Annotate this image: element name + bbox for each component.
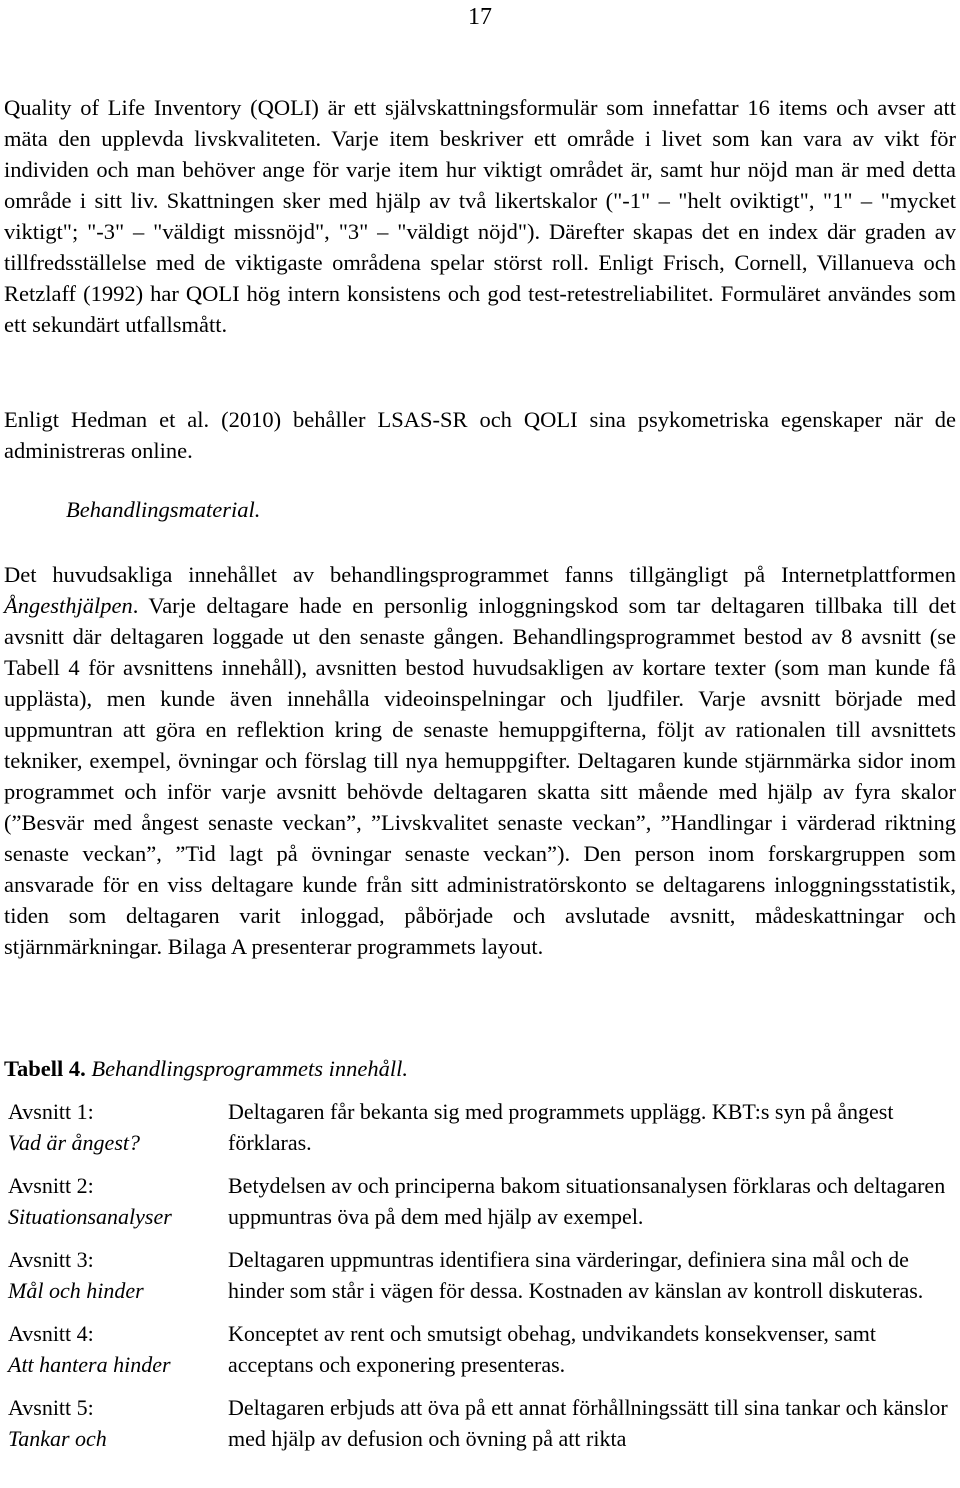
- module-title: Mål och hinder: [8, 1278, 144, 1303]
- module-cell: [8, 1318, 228, 1380]
- module-title: Situationsanalyser: [8, 1204, 172, 1229]
- module-number: Avsnitt 3:: [8, 1247, 94, 1272]
- module-number: Avsnitt 2:: [8, 1173, 94, 1198]
- table-caption: [4, 1053, 408, 1084]
- paragraph-qoli: Quality of Life Inventory (QOLI) är ett självskattningsformulär som innefattar 16 items och avser att mäta den upplevda livskvaliteten. Varje item beskriver ett område i livet som kan vara av vikt för individen och man behöver ange för varje item hur viktigt området är, samt hur nöjd man är med detta område i sitt liv. Skattningen sker med hjälp av två likertskalor ("-1" – "helt oviktigt", "1" – "mycket viktigt"; "-3" – "väldigt missnöjd", "3" – "väldigt nöjd"). Därefter skapas det en index där graden av tillfredsställelse med de viktigaste områdena spelar störst roll. Enligt Frisch, Cornell, Villanueva och Retzlaff (1992) har QOLI hög intern konsistens och god test-retestreliabilitet. Formuläret användes som ett sekundärt utfallsmått.: [4, 95, 956, 337]
- paragraph-text-rest: . Varje deltagare hade en personlig inloggningskod som tar deltagaren tillbaka till det avsnitt där deltagaren loggade ut den senaste gången. Behandlingsprogrammet bestod av 8 avsnitt (se Tabell 4 för avsnittens innehåll), avsnitten bestod huvudsakligen av kortare texter (som man kunde få upplästa), men kunde även innehålla videoinspelningar och ljudfiler. Varje avsnitt började med uppmuntran att göra en reflektion kring de senaste hemuppgifterna, följt av rationalen till avsnittets tekniker, exempel, övningar och förslag till nya hemuppgifter. Deltagaren kunde stjärnmärka sidor inom programmet och inför varje avsnitt behövde deltagaren skatta sitt mående med hjälp av fyra skalor (”Besvär med ångest senaste veckan”, ”Livskvalitet senaste veckan”, ”Handlingar i värderad riktning senaste veckan”, ”Tid lagt på övningar senaste veckan”). Den person inom forskargruppen som ansvarade för en viss deltagare kunde från sitt administratörskonto se deltagarens inloggningsstatistik, tiden som deltagaren varit inloggad, påbörjade och avslutade avsnitt, mådeskattningar och stjärnmärkningar. Bilaga A presenterar programmets layout.: [4, 593, 956, 959]
- table-row: [8, 1392, 956, 1454]
- module-cell: [8, 1170, 228, 1232]
- table-caption-title: Behandlingsprogrammets innehåll.: [91, 1056, 408, 1081]
- table-row: [8, 1244, 956, 1306]
- paragraph-treatment-material: [4, 559, 956, 962]
- module-number: Avsnitt 5:: [8, 1395, 94, 1420]
- module-number: Avsnitt 4:: [8, 1321, 94, 1346]
- module-cell: [8, 1096, 228, 1158]
- module-description: Deltagaren uppmuntras identifiera sina värderingar, definiera sina mål och de hinder som står i vägen för dessa. Kostnaden av känslan av kontroll diskuteras.: [228, 1247, 924, 1303]
- table-row: [8, 1096, 956, 1158]
- table-row: [8, 1170, 956, 1232]
- module-description: Konceptet av rent och smutsigt obehag, undvikandets konsekvenser, samt acceptans och exponering presenteras.: [228, 1321, 876, 1377]
- module-number: Avsnitt 1:: [8, 1099, 94, 1124]
- section-subheading: Behandlingsmaterial.: [66, 497, 261, 522]
- module-cell: [8, 1244, 228, 1306]
- module-title: Vad är ångest?: [8, 1130, 140, 1155]
- module-cell: [8, 1392, 228, 1454]
- paragraph-text-start: Det huvudsakliga innehållet av behandlingsprogrammet fanns tillgängligt på Internetplattformen: [4, 562, 956, 587]
- module-description: Betydelsen av och principerna bakom situationsanalysen förklaras och deltagaren uppmuntras öva på dem med hjälp av exempel.: [228, 1173, 946, 1229]
- platform-name: Ångesthjälpen: [4, 593, 133, 618]
- module-title: Tankar och: [8, 1426, 107, 1451]
- module-title: Att hantera hinder: [8, 1352, 171, 1377]
- paragraph-hedman: Enligt Hedman et al. (2010) behåller LSAS-SR och QOLI sina psykometriska egenskaper när de administreras online.: [4, 407, 956, 463]
- module-description: Deltagaren erbjuds att öva på ett annat förhållningssätt till sina tankar och känslor med hjälp av defusion och övning på att rikta: [228, 1395, 948, 1451]
- table-row: [8, 1318, 956, 1380]
- module-table: [8, 1096, 956, 1466]
- table-caption-label: Tabell 4.: [4, 1056, 86, 1081]
- page-number: 17: [468, 4, 492, 30]
- module-description: Deltagaren får bekanta sig med programmets upplägg. KBT:s syn på ångest förklaras.: [228, 1099, 894, 1155]
